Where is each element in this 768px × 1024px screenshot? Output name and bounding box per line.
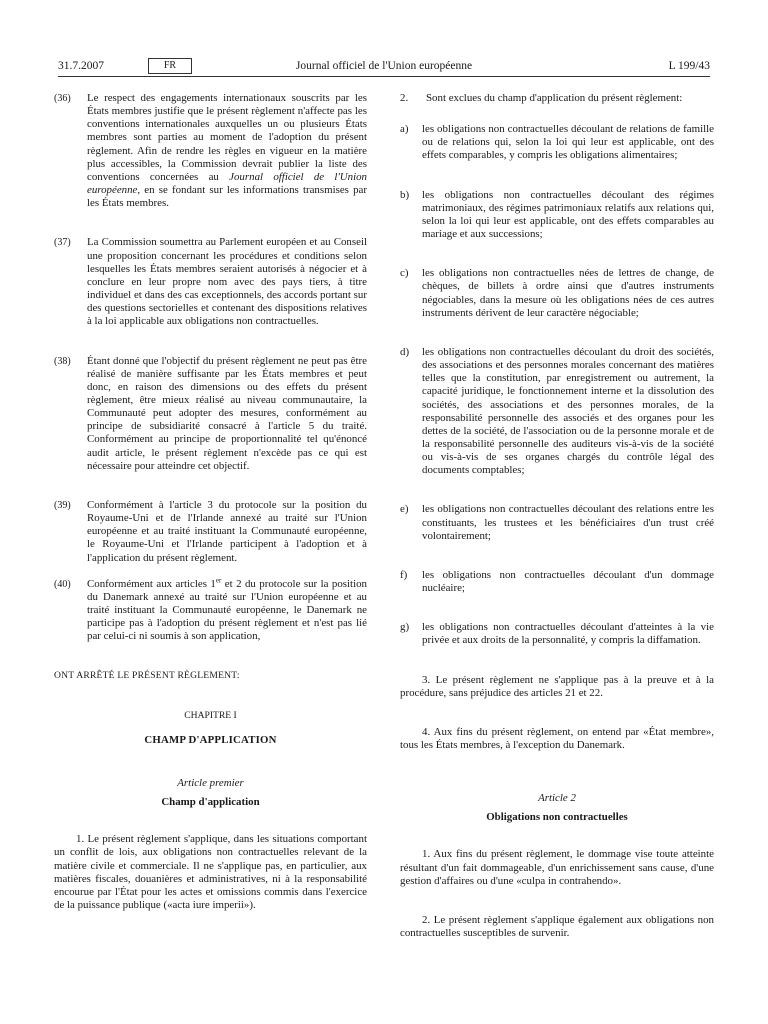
recital-text: La Commission soumettra au Parlement européen et au Conseil une proposition concernant les procédures et conditions selon lesquelles les États membres seraient autorisés à négocier et à conclure en leur propre nom avec des pays tiers, à titre individuel et dans des cas exceptionnels, des accords portant sur des questions sectorielles et contenant des dispositions relatives à la loi applicable aux obligations non contractuelles. (87, 236, 367, 328)
paragraph-number: 2. (400, 92, 409, 104)
article-1-number: Article premier (177, 776, 244, 789)
publication-date: 31.7.2007 (58, 60, 104, 72)
page-header (58, 58, 710, 76)
enacting-formula: ONT ARRÊTÉ LE PRÉSENT RÈGLEMENT: (54, 670, 240, 682)
item-text: les obligations non contractuelles découlant d'atteintes à la vie privée et aux droits de la personnalité, y compris la diffamation. (422, 621, 714, 647)
language-code-box: FR (148, 58, 192, 74)
article-1-paragraph-2 (400, 92, 714, 105)
page-reference: L 199/43 (668, 60, 710, 72)
article-1-paragraph-4: 4. Aux fins du présent règlement, on entend par «État membre», tous les États membres, à l'exception du Danemark. (400, 725, 714, 751)
item-label: d) (400, 345, 410, 358)
left-column (54, 89, 367, 912)
item-label: c) (400, 267, 409, 280)
recital-text-superscript: er (215, 576, 222, 585)
journal-title: Journal officiel de l'Union européenne (295, 60, 473, 72)
recital-number: (40) (54, 578, 71, 590)
article-2-number: Article 2 (538, 792, 576, 805)
item-text: les obligations non contractuelles découlant du droit des sociétés, des associations et des personnes morales concernant des matières telles que la constitution, par enregistrement ou autrement, la capacité juridique, le fonctionnement interne et la dissolution des sociétés, des associations et des personnes morales, de la responsabilité personnelle des associés et des organes pour les dettes de la société, de l'association ou de la personne morale et de la responsabilité personnelle des auditeurs vis-à-vis de la société ou vis-à-vis de ses organes chargés du contrôle légal des documents comptables; (422, 345, 714, 477)
item-text: les obligations non contractuelles découlant des régimes matrimoniaux, des régimes patrimoniaux relatifs aux relations qui, selon la loi qui leur est applicable, ont des effets comparables au mariage et aux successions; (422, 188, 714, 241)
recital-text: Le respect des engagements internationaux souscrits par les États membres justifie que le présent règlement n'affecte pas les conventions internationales auxquelles un ou plusieurs États membres sont parties au moment de l'adoption du présent règlement. Afin de rendre les règles en vigueur en la matière plus accessibles, la Commission devrait publier la liste des conventions concernées au (87, 92, 367, 183)
article-1-paragraph-1: 1. Le présent règlement s'applique, dans les situations comportant un conflit de lois, aux obligations non contractuelles relevant de la matière civile et commerciale. Il ne s'applique pas, en particulier, aux matières fiscales, douanières et administratives, ni à la responsabilité encourue par l'État pour les actes et omissions commis dans l'exercice de la puissance publique («acta iure imperii»). (54, 833, 367, 912)
recital-37 (54, 236, 367, 328)
item-text: les obligations non contractuelles découlant des relations entre les constituants, les trustees et les bénéficiaires d'un trust créé volontairement; (422, 503, 714, 542)
recital-38 (54, 355, 367, 473)
recital-40 (54, 578, 367, 644)
exclusion-item-a (400, 123, 714, 162)
recital-number: (36) (54, 93, 71, 104)
recital-number: (37) (54, 237, 71, 249)
chapter-title: CHAMP D'APPLICATION (144, 733, 277, 746)
exclusion-item-b (400, 189, 714, 242)
recital-number: (39) (54, 499, 71, 511)
recital-39 (54, 499, 367, 565)
recital-text: Conformément aux articles 1 (87, 577, 216, 590)
exclusion-item-d (400, 346, 714, 478)
paragraph-lead-text: Sont exclues du champ d'application du présent règlement: (426, 92, 683, 104)
recital-text-end: , en se fondant sur les informations transmises par les États membres. (87, 184, 367, 210)
exclusion-item-f (400, 569, 714, 595)
item-text: les obligations non contractuelles découlant d'un dommage nucléaire; (422, 568, 714, 595)
item-label: g) (400, 621, 410, 634)
recital-text-end: et 2 du protocole sur la position du Danemark annexé au traité sur l'Union européenne et au traité instituant la Communauté européenne, le Danemark ne participe pas à l'adoption du présent règlement et n'est pas lié par celui-ci ni soumis à son application, (87, 577, 367, 643)
item-label: a) (400, 123, 409, 136)
article-2-paragraph-1: 1. Aux fins du présent règlement, le dommage vise toute atteinte résultant d'un fait dommageable, d'un enrichissement sans cause, d'une gestion d'affaires ou d'une «culpa in contrahendo». (400, 848, 714, 887)
right-column (400, 89, 714, 940)
item-text: les obligations non contractuelles nées de lettres de change, de chèques, de billets à ordre ainsi que d'autres instruments négociables, dans la mesure où les obligations nées de ces autres instruments dérivent de leur caractère négociable; (422, 267, 714, 319)
item-label: e) (400, 503, 409, 516)
recital-text: Conformément à l'article 3 du protocole sur la position du Royaume-Uni et de l'Irlande annexé au traité sur l'Union européenne et au traité instituant la Communauté européenne, le Royaume-Uni et l'Irlande participent à l'adoption et à l'application du présent règlement. (87, 498, 367, 564)
chapter-number: CHAPITRE I (184, 709, 237, 721)
recital-text-italic: Journal officiel de l'Union européenne (87, 170, 368, 197)
article-1-paragraph-3: 3. Le présent règlement ne s'applique pas à la preuve et à la procédure, sans préjudice des articles 21 et 22. (400, 673, 714, 699)
item-text: les obligations non contractuelles découlant de relations de famille ou de relations qui, selon la loi qui leur est applicable, ont des effets comparables, y compris les obligations alimentaires; (422, 123, 714, 162)
article-2-paragraph-2: 2. Le présent règlement s'applique également aux obligations non contractuelles susceptibles de survenir. (400, 913, 714, 940)
recital-text: Étant donné que l'objectif du présent règlement ne peut pas être réalisé de manière suffisante par les États membres et peut donc, en raison des dimensions ou des effets du présent règlement, être mieux réalisé au niveau communautaire, la Communauté peut adopter des mesures, conformément au principe de subsidiarité consacré à l'article 5 du traité. Conformément au principe de proportionnalité tel qu'énoncé audit article, le présent règlement n'excède pas ce qui est nécessaire pour atteindre cet objectif. (87, 354, 367, 472)
exclusion-item-e (400, 503, 714, 542)
item-label: f) (400, 568, 408, 581)
header-divider (58, 76, 710, 77)
article-1-title: Champ d'application (161, 796, 260, 809)
exclusion-item-c (400, 267, 714, 320)
article-2-title: Obligations non contractuelles (486, 811, 628, 824)
recital-36 (54, 92, 367, 210)
recital-number: (38) (54, 355, 71, 367)
exclusion-item-g (400, 621, 714, 647)
item-label: b) (400, 188, 410, 201)
